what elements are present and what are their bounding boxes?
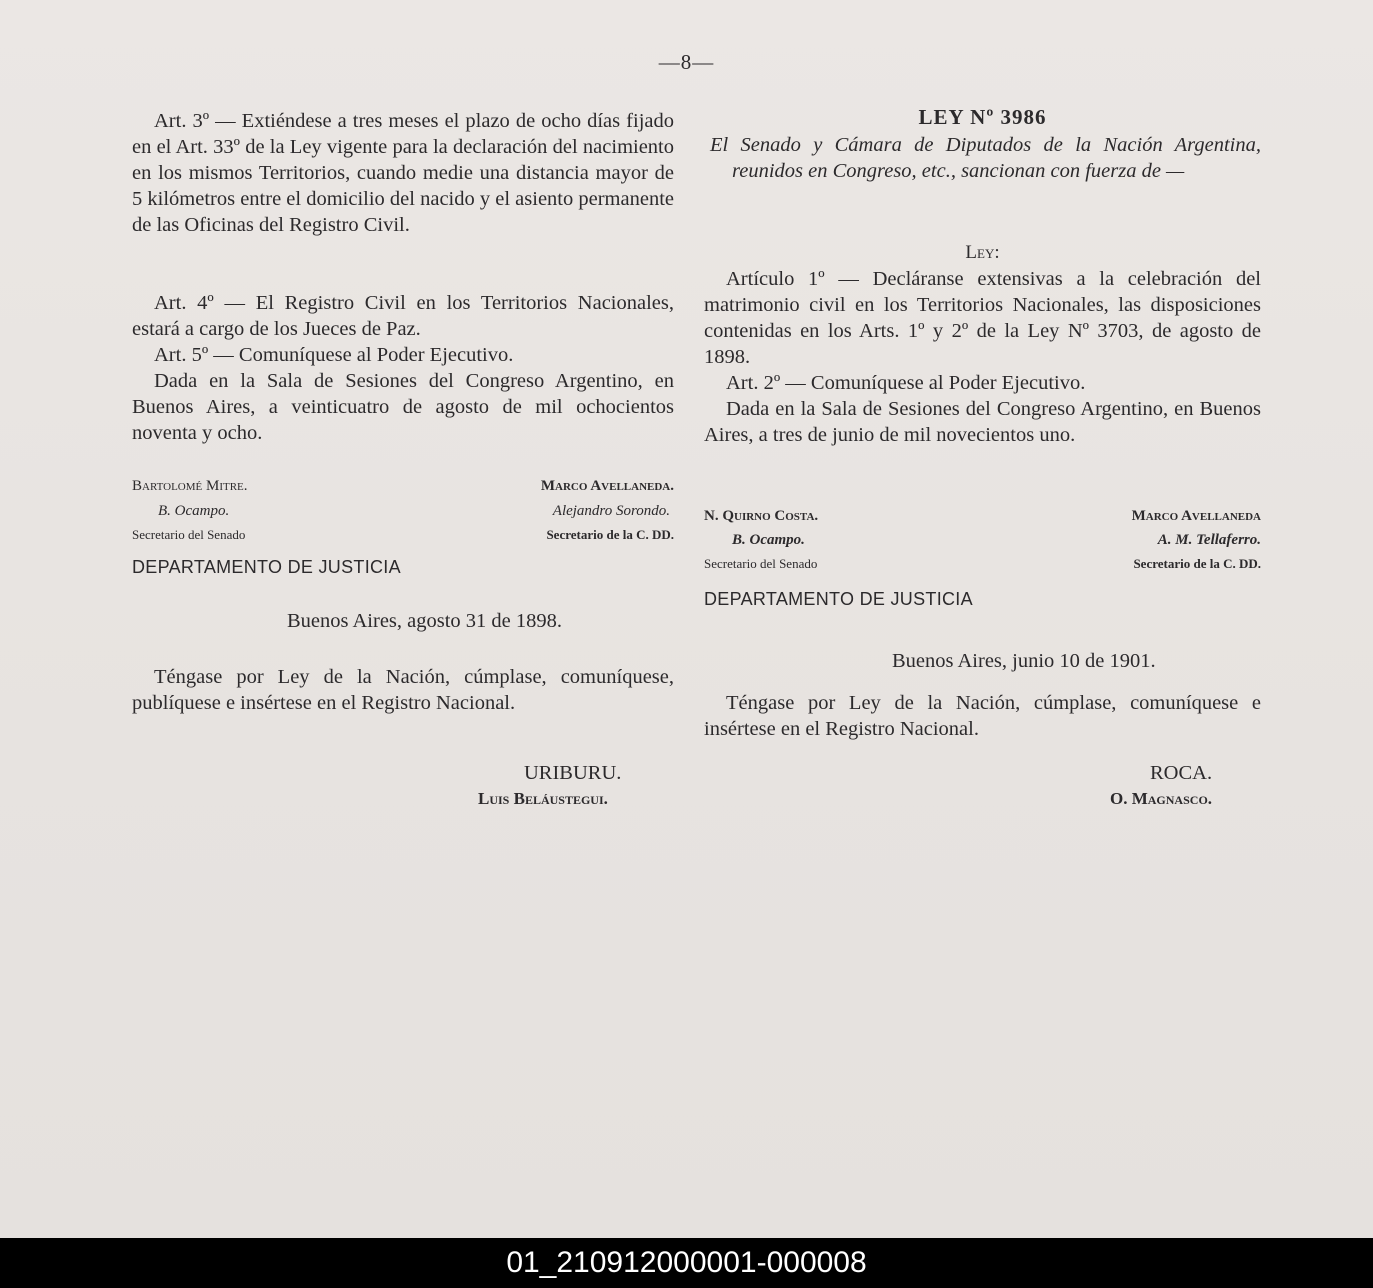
page-number: —8— bbox=[658, 50, 715, 74]
right-article-1: Artículo 1º — Decláranse extensivas a la celebración del matrimonio civil en los Territorios Nacionales, las disposiciones contenidas en los Arts. 1º y 2º de la Ley Nº 3703, de agosto de 1898. bbox=[704, 268, 1261, 368]
right-col-signature-deputies: Marco Avellaneda bbox=[1131, 508, 1261, 524]
right-decree-date: Buenos Aires, junio 10 de 1901. bbox=[892, 650, 1156, 672]
left-dada-paragraph: Dada en la Sala de Sesiones del Congreso Argentino, en Buenos Aires, a veinticuatro de agosto de mil ochocientos noventa y ocho. bbox=[132, 370, 674, 444]
right-signature-president: Marco Avellaneda. bbox=[540, 478, 674, 494]
right-signer-minister: O. Magnasco. bbox=[1110, 789, 1213, 808]
ley-heading: Ley: bbox=[965, 242, 1000, 263]
left-article-3: Art. 3º — Extiéndese a tres meses el plazo de ocho días fijado en el Art. 33º de la Ley vigente para la declaración del nacimiento en los mismos Territorios, cuando medie una distancia mayor de 5 kilómetros entre el domicilio del nacido y el asiento permanente de las Oficinas del Registro Civil. bbox=[132, 110, 674, 236]
left-signature-role: Secretario del Senado bbox=[132, 527, 246, 542]
left-decree-date: Buenos Aires, agosto 31 de 1898. bbox=[287, 610, 563, 632]
right-article-2: Art. 2º — Comuníquese al Poder Ejecutivo. bbox=[726, 372, 1086, 394]
right-department-heading: DEPARTAMENTO DE JUSTICIA bbox=[704, 589, 973, 609]
right-tengase-paragraph: Téngase por Ley de la Nación, cúmplase, comuníquese e insértese en el Registro Nacional. bbox=[704, 692, 1261, 740]
right-signature-role: Secretario de la C. DD. bbox=[546, 527, 674, 542]
left-signer-minister: Luis Beláustegui. bbox=[478, 789, 608, 808]
right-col-signature-secretary: B. Ocampo. bbox=[732, 532, 805, 548]
left-department-heading: DEPARTAMENTO DE JUSTICIA bbox=[132, 557, 401, 577]
right-signer-president: ROCA. bbox=[1150, 762, 1213, 784]
left-signer-president: URIBURU. bbox=[524, 762, 622, 784]
left-article-5: Art. 5º — Comuníquese al Poder Ejecutivo. bbox=[154, 344, 514, 366]
right-dada-paragraph: Dada en la Sala de Sesiones del Congreso Argentino, en Buenos Aires, a tres de junio de mil novecientos uno. bbox=[704, 398, 1261, 446]
law-title: LEY Nº 3986 bbox=[918, 105, 1047, 129]
right-col-signature-deputies-secretary: A. M. Tellaferro. bbox=[1157, 532, 1261, 548]
left-tengase-paragraph: Téngase por Ley de la Nación, cúmplase, comuníquese, publíquese e insértese en el Registro Nacional. bbox=[132, 666, 674, 714]
law-preamble: El Senado y Cámara de Diputados de la Nación Argentina, reunidos en Congreso, etc., sancionan con fuerza de — bbox=[710, 134, 1261, 182]
right-col-signature-deputies-role: Secretario de la C. DD. bbox=[1133, 556, 1261, 571]
right-signature-secretary: Alejandro Sorondo. bbox=[552, 503, 670, 519]
left-signature-president: Bartolomé Mitre. bbox=[132, 478, 248, 494]
left-signature-secretary: B. Ocampo. bbox=[158, 503, 230, 519]
left-article-4: Art. 4º — El Registro Civil en los Territorios Nacionales, estará a cargo de los Jueces de Paz. bbox=[132, 292, 674, 340]
scan-id-footer: 01_210912000001-000008 bbox=[0, 1238, 1373, 1288]
right-col-signature-president: N. Quirno Costa. bbox=[704, 508, 819, 524]
right-col-signature-role: Secretario del Senado bbox=[704, 556, 818, 571]
